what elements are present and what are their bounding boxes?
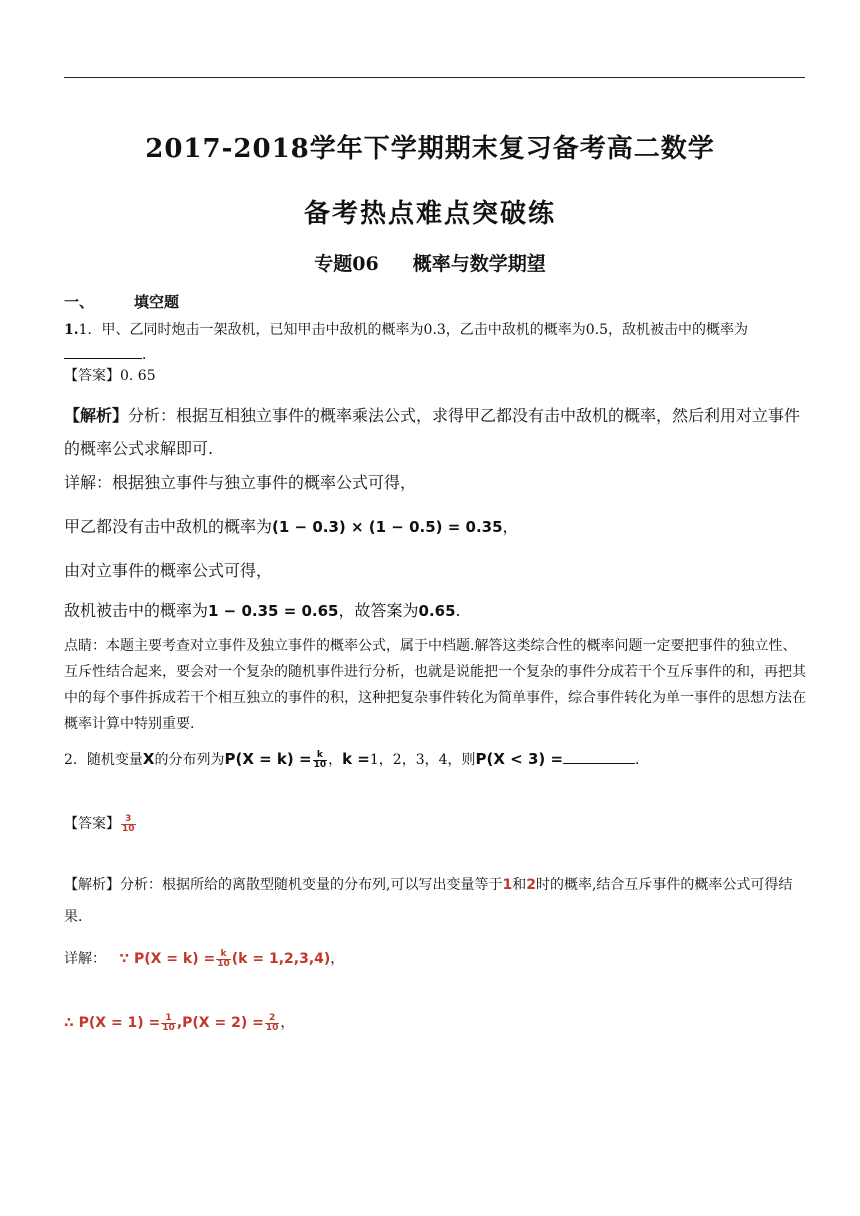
analysis-2-text-b: 时的概率,结合互斥事件的概率公式可得结果. [64, 877, 793, 925]
detail-fraction-num: k [216, 950, 231, 960]
analysis-2-and: 和 [512, 877, 527, 893]
answer-label: 【答案】 [64, 368, 120, 384]
analysis-2-two: 2 [526, 877, 536, 893]
question-1-answer [64, 364, 809, 388]
document-subtitle: 备考热点难点突破练 [303, 199, 556, 229]
answer-blank [64, 344, 142, 359]
q2-text-1: 随机变量 [86, 752, 143, 768]
question-1-tail: ． [142, 347, 156, 363]
analysis-2-one: 1 [502, 877, 513, 893]
detail-4-mid: ，故答案为 [338, 601, 419, 620]
answer-label-2: 【答案】 [64, 816, 120, 832]
question-1-number: 1. [64, 322, 79, 338]
q2-text-3: ， [328, 752, 343, 768]
q2-formula-1: P(X = k) = [224, 750, 312, 768]
q2-formula-2: k = [342, 750, 370, 768]
question-2-detail-2 [64, 1011, 809, 1035]
detail-2-text: 甲乙都没有击中敌机的概率为 [64, 517, 273, 536]
section-name: 填空题 [134, 293, 180, 311]
detail-fraction-1-den: 10 [162, 1022, 175, 1033]
question-2-analysis [64, 869, 809, 933]
document-title: 2017-2018学年下学期期末复习备考高二数学 [145, 134, 715, 164]
topic-number: 专题06 [314, 253, 379, 275]
question-1-detail-1: 详解：根据独立事件与独立事件的概率公式可得， [64, 473, 417, 492]
detail-therefore-formula: ∴ P(X = 1) = [64, 1015, 161, 1031]
detail-4-end: . [455, 601, 461, 620]
detail-4-text: 敌机被击中的概率为 [64, 601, 209, 620]
analysis-2-text-a: 分析：根据所给的离散型随机变量的分布列,可以写出变量等于 [120, 877, 503, 893]
detail-2-formula: (1 − 0.3) × (1 − 0.5) = 0.35 [272, 518, 503, 536]
answer-blank-2 [563, 749, 635, 764]
question-2-answer [64, 812, 809, 836]
detail-4-formula: 1 − 0.35 = 0.65 [208, 602, 339, 620]
detail-fraction-2-num: 2 [265, 1014, 280, 1024]
question-2-detail-1 [64, 947, 809, 971]
question-1 [64, 318, 809, 368]
q2-formula-3: P(X < 3) = [475, 750, 564, 768]
analysis-label-2: 【解析】 [64, 877, 120, 893]
detail-fraction-2-den: 10 [265, 1022, 279, 1033]
detail-fraction-1 [161, 1014, 176, 1033]
question-1-comment: 点睛：本题主要考查对立事件及独立事件的概率公式，属于中档题.解答这类综合性的概率问题一定要把事件的独立性、互斥性结合起来，要会对一个复杂的随机事件进行分析，也就是说能把一个复杂的事件分成若干个互斥事件的和，再把其中的每个事件拆成若干个相互独立的事件的积，这种把复杂事件转化为简单事件，综合事件转化为单一事件的思想方法在概率计算中特别重要. [64, 638, 806, 732]
detail-fraction-1-num: 1 [161, 1014, 176, 1024]
answer-fraction [121, 815, 136, 834]
question-1-detail-2 [64, 514, 809, 537]
detail-fraction-den: 10 [217, 958, 230, 969]
answer-fraction-num: 3 [121, 815, 136, 825]
question-2 [64, 747, 809, 772]
detail-end: ， [280, 1015, 295, 1031]
detail-4-result: 0.65 [418, 602, 456, 620]
q2-fraction-num: k [313, 751, 328, 761]
detail-fraction-2 [265, 1014, 280, 1033]
analysis-text: 分析：根据互相独立事件的概率乘法公式，求得甲乙都没有击中敌机的概率，然后利用对立事件的概率公式求解即可. [64, 406, 801, 458]
q2-tail: ． [635, 752, 650, 768]
section-heading [64, 290, 809, 314]
answer-fraction-den: 10 [122, 823, 135, 834]
question-1-analysis [64, 399, 809, 465]
q2-text-2: 的分布列为 [154, 752, 225, 768]
q2-fraction [313, 751, 328, 770]
detail-fraction [216, 950, 231, 969]
question-1-detail-3: 由对立事件的概率公式可得， [64, 561, 273, 580]
header-rule [64, 77, 805, 78]
topic-heading [0, 249, 860, 276]
q2-variable: X [142, 750, 155, 768]
detail-range: (k = 1,2,3,4) [231, 951, 331, 967]
q2-fraction-den: 10 [313, 759, 327, 770]
question-2-number: 2． [64, 752, 87, 768]
question-1-detail-4 [64, 598, 809, 621]
detail-2-end: ， [502, 517, 519, 536]
question-1-text: 1．甲、乙同时炮击一架敌机，已知甲击中敌机的概率为0.3，乙击中敌机的概率为0.5，敌机被击中的概率为 [78, 322, 749, 338]
analysis-label: 【解析】 [64, 406, 129, 425]
topic-name: 概率与数学期望 [412, 253, 546, 275]
q2-text-4: 1，2，3，4，则 [369, 752, 476, 768]
detail-comma: ， [330, 951, 345, 967]
detail-label-2: 详解： [64, 951, 106, 967]
detail-because-formula: ∵ P(X = k) = [119, 951, 216, 967]
detail-mid-formula: ,P(X = 2) = [176, 1015, 264, 1031]
answer-value: 0. 65 [120, 368, 156, 384]
section-number: 一、 [64, 293, 95, 311]
